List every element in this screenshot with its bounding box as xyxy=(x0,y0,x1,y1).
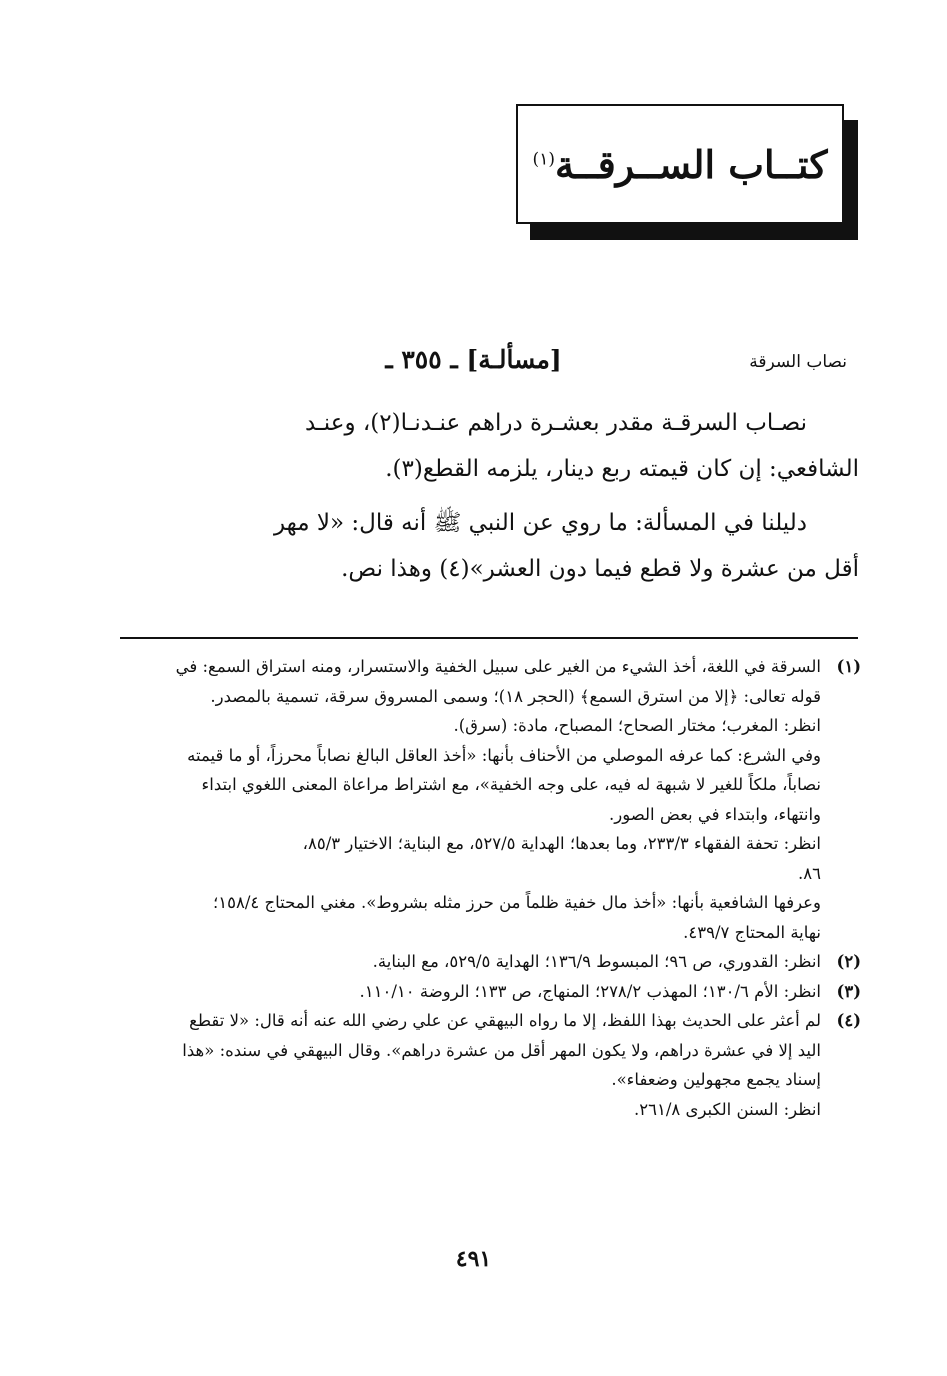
chapter-title xyxy=(533,142,828,187)
footnote-line: نهاية المحتاج ٤٣٩/٧. xyxy=(683,922,821,942)
footnote-line: وانتهاء، وابتداء في بعض الصور. xyxy=(608,804,821,824)
footnote-line: وفي الشرع: كما عرفه الموصلي من الأحناف بأنها: «أخذ العاقل البالغ نصاباً محرزاً، أو ما قيمته xyxy=(187,745,821,765)
footnote xyxy=(121,1006,861,1124)
body-paragraph xyxy=(89,400,859,492)
footnote-number: (٢) xyxy=(836,952,861,971)
footnote xyxy=(121,947,861,977)
issue-heading: [مسألـة] ـ ٣٥٥ ـ xyxy=(385,345,562,374)
footnote-line: قوله تعالى: ﴿إلا من استرق السمع﴾ (الحجر ١٨)؛ وسمى المسروق سرقة، تسمية بالمصدر. xyxy=(210,686,821,706)
footnote-line: ٨٦. xyxy=(798,863,821,883)
footnote-line: انظر: الأم ١٣٠/٦؛ المهذب ٢٧٨/٢؛ المنهاج، ص ١٣٣؛ الروضة ١١٠/١٠. xyxy=(359,981,821,1001)
footnote-line: السرقة في اللغة، أخذ الشيء من الغير على سبيل الخفية والاستسرار، ومنه استراق السمع: في xyxy=(175,657,821,676)
body-line: نصـاب السرقـة مقدر بعشـرة دراهم عنـدنـا(٢)، وعنـد xyxy=(304,410,807,436)
footnote-line: انظر: المغرب؛ مختار الصحاح؛ المصباح، مادة: (سرق). xyxy=(453,716,821,735)
footnote-number: (١) xyxy=(836,657,861,676)
body-line: الشافعي: إن كان قيمته ربع دينار، يلزمه القطع(٣). xyxy=(385,456,859,482)
body-line: أقل من عشرة ولا قطع فيما دون العشر»(٤) وهذا نص. xyxy=(341,556,859,582)
footnote-line: إسناد يجمع مجهولين وضعفاء». xyxy=(611,1070,821,1089)
body-paragraph xyxy=(89,500,859,592)
footnote-line: نصاباً، ملكاً للغير لا شبهة له فيه، على وجه الخفية»، مع اشتراط مراعاة المعنى اللغوي ابتداء xyxy=(201,775,821,794)
chapter-title-text: كتــاب الســرقــة xyxy=(554,141,828,187)
footnote-number: (٤) xyxy=(836,1011,861,1030)
footnote-line: انظر: القدوري، ص ٩٦؛ المبسوط ١٣٦/٩؛ الهداية ٥٢٩/٥، مع البناية. xyxy=(372,952,821,971)
footnote-divider xyxy=(120,637,858,639)
margin-note: نصاب السرقة xyxy=(749,352,847,372)
body-line: دليلنا في المسألة: ما روي عن النبي ﷺ أنه قال: «لا مهر xyxy=(273,510,807,536)
page-number: ٤٩١ xyxy=(455,1246,492,1272)
chapter-title-box xyxy=(516,104,844,224)
footnote-line: لم أعثر على الحديث بهذا اللفظ، إلا ما رواه البيهقي عن علي رضي الله عنه أنه قال: «لا تقطع xyxy=(189,1011,821,1030)
footnotes xyxy=(121,652,861,1124)
chapter-title-footnote-ref: (١) xyxy=(532,148,555,169)
footnote-line: انظر: تحفة الفقهاء ٢٣٣/٣، وما بعدها؛ الهداية ٥٢٧/٥، مع البناية؛ الاختيار ٨٥/٣، xyxy=(302,834,821,853)
footnote xyxy=(121,977,861,1007)
footnote-number: (٣) xyxy=(836,981,861,1001)
footnote xyxy=(121,652,861,947)
footnote-line: اليد إلا في عشرة دراهم، ولا يكون المهر أقل من عشرة دراهم». وقال البيهقي في سنده: «هذا xyxy=(182,1040,821,1060)
footnote-line: وعرفها الشافعية بأنها: «أخذ مال خفية ظلماً من حرز مثله بشروط». مغني المحتاج ١٥٨/٤؛ xyxy=(212,893,821,912)
footnote-line: انظر: السنن الكبرى ٢٦١/٨. xyxy=(634,1099,821,1119)
